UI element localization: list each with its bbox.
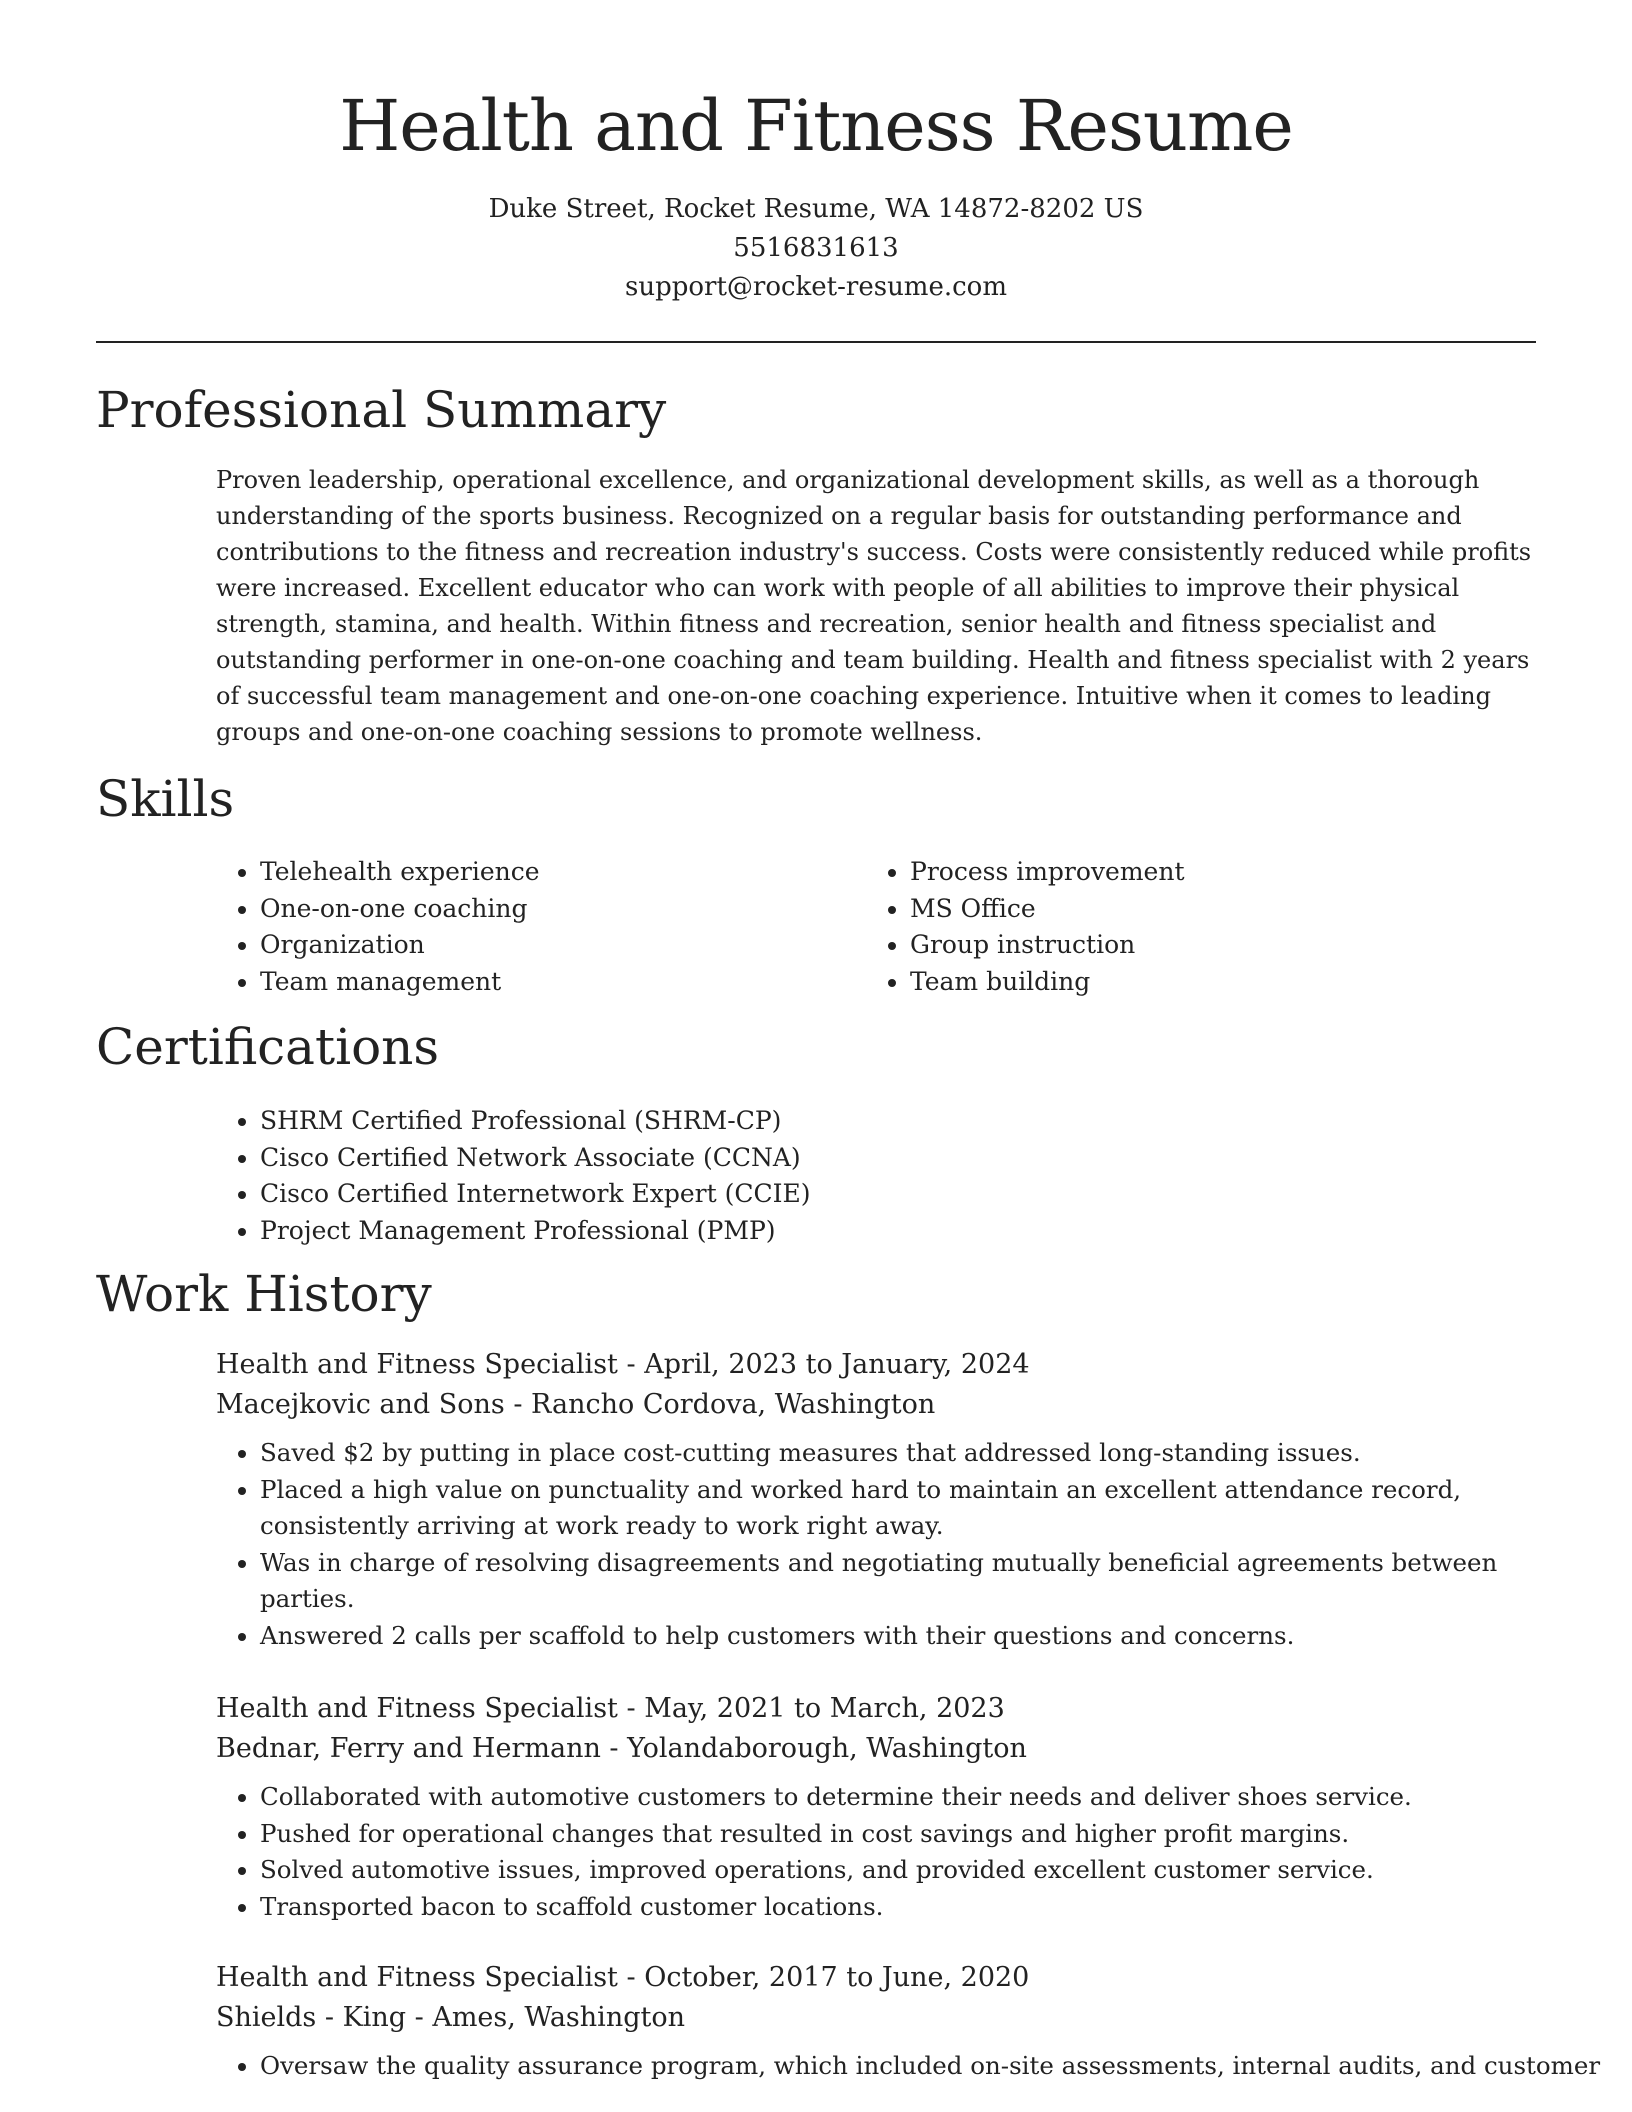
certification-item: • Project Management Professional (PMP) (260, 1213, 1416, 1250)
job-title: Health and Fitness Specialist - October, 2017 to June, 2020 (216, 1962, 1030, 1993)
job-entry (216, 1345, 1536, 1654)
contact-block (0, 190, 1632, 307)
job-bullet: • Saved $2 by putting in place cost-cutting measures that addressed long-standing issues. (260, 1435, 1536, 1472)
job-bullet: • Was in charge of resolving disagreements and negotiating mutually beneficial agreements between parties. (260, 1545, 1536, 1618)
skill-item: • Group instruction (910, 927, 1466, 964)
contact-phone: 5516831613 (733, 233, 899, 263)
work-history-heading: Work History (96, 1265, 432, 1323)
skill-item: • Telehealth experience (260, 854, 816, 891)
job-entry (216, 1958, 1601, 2085)
header-divider (96, 341, 1536, 343)
contact-email: support@rocket-resume.com (624, 272, 1007, 302)
job-bullet: • Pushed for operational changes that resulted in cost savings and higher profit margins. (260, 1816, 1536, 1853)
skill-item: • One-on-one coaching (260, 891, 816, 928)
job-title: Health and Fitness Specialist - May, 2021 to March, 2023 (216, 1693, 1005, 1724)
skills-column-left (216, 854, 816, 1000)
job-title: Health and Fitness Specialist - April, 2023 to January, 2024 (216, 1349, 1030, 1380)
job-bullet: • Collaborated with automotive customers to determine their needs and deliver shoes service. (260, 1779, 1536, 1816)
skills-heading: Skills (96, 770, 235, 828)
job-company: Macejkovic and Sons - Rancho Cordova, Washington (216, 1389, 936, 1420)
certification-item: • Cisco Certified Internetwork Expert (CCIE) (260, 1176, 1416, 1213)
job-company: Bednar, Ferry and Hermann - Yolandaborough, Washington (216, 1733, 1027, 1764)
skills-column-right (866, 854, 1466, 1000)
certification-item: • SHRM Certified Professional (SHRM-CP) (260, 1103, 1416, 1140)
job-bullet: • Placed a high value on punctuality and worked hard to maintain an excellent attendance record, consistently arriving at work ready to work right away. (260, 1472, 1536, 1545)
certifications-heading: Certifications (96, 1018, 440, 1076)
skill-item: • MS Office (910, 891, 1466, 928)
job-bullet: • Solved automotive issues, improved operations, and provided excellent customer service. (260, 1852, 1536, 1889)
job-company: Shields - King - Ames, Washington (216, 2002, 685, 2033)
skill-item: • Process improvement (910, 854, 1466, 891)
certification-item: • Cisco Certified Network Associate (CCNA) (260, 1140, 1416, 1177)
job-entry (216, 1689, 1536, 1925)
job-bullet: • Transported bacon to scaffold customer locations. (260, 1889, 1536, 1926)
summary-text: Proven leadership, operational excellence, and organizational development skills, as well as a thorough understanding of the sports business. Recognized on a regular basis for outstanding performance and contributions to the fitness and recreation industry's success. Costs were consistently reduced while profits were increased. Excellent educator who can work with people of all abilities to improve their physical strength, stamina, and health. Within fitness and recreation, senior health and fitness specialist and outstanding performer in one-on-one coaching and team building. Health and fitness specialist with 2 years of successful team management and one-on-one coaching experience. Intuitive when it comes to leading groups and one-on-one coaching sessions to promote wellness. (216, 466, 1532, 746)
skill-item: • Organization (260, 927, 816, 964)
job-bullet: • Oversaw the quality assurance program, which included on-site assessments, internal audits, and customer (260, 2048, 1536, 2085)
certifications-list (216, 1103, 1416, 1249)
job-bullet: • Answered 2 calls per scaffold to help customers with their questions and concerns. (260, 1618, 1536, 1655)
contact-address: Duke Street, Rocket Resume, WA 14872-8202 US (488, 194, 1144, 224)
skill-item: • Team management (260, 964, 816, 1001)
summary-heading: Professional Summary (96, 381, 667, 439)
resume-title: Health and Fitness Resume (339, 85, 1293, 167)
skill-item: • Team building (910, 964, 1466, 1001)
